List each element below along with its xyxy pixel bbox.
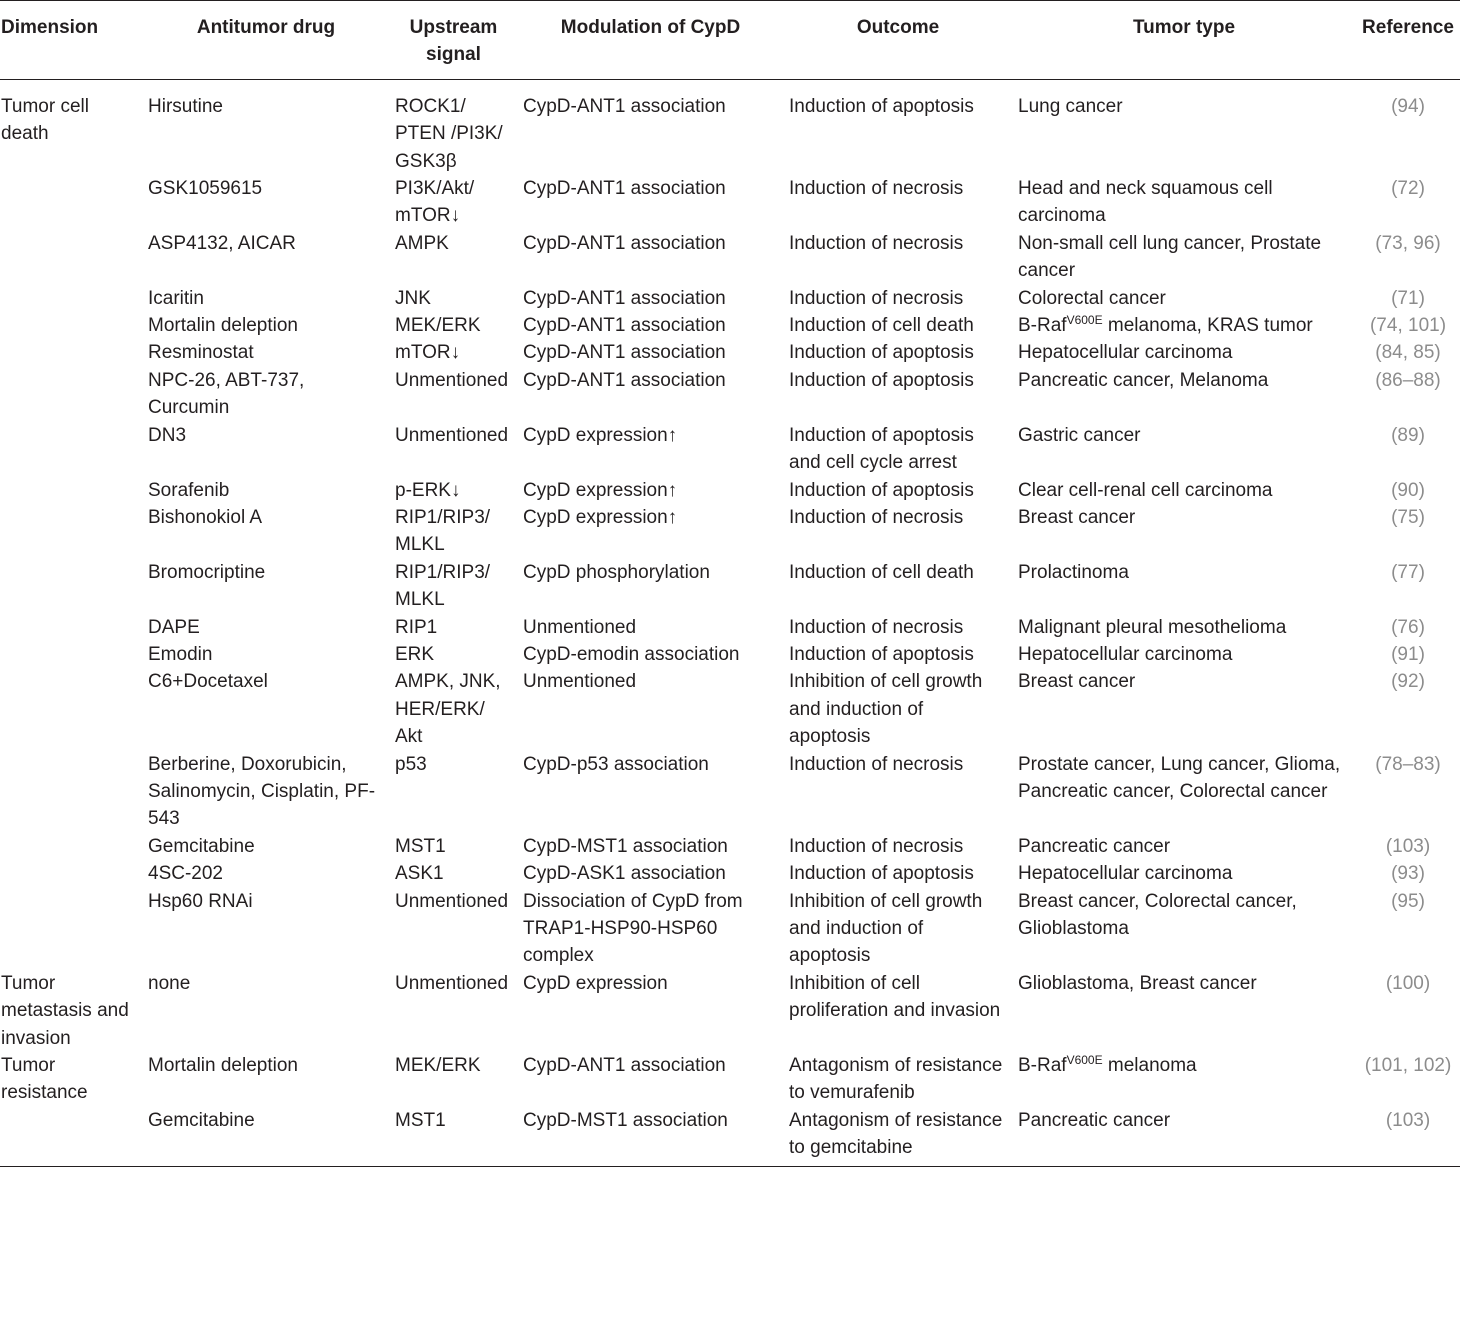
signal-cell: RIP1/RIP3/ MLKL	[395, 561, 491, 611]
reference-punctuation: (	[1391, 616, 1398, 638]
dimension-cell	[0, 477, 143, 504]
dimension-cell	[0, 888, 143, 970]
modulation-cell: Dissociation of CypD from TRAP1-HSP90-HSP60 complex	[523, 890, 743, 967]
tumor-type-cell	[1013, 339, 1356, 366]
drug-cell: NPC-26, ABT-737, Curcumin	[148, 369, 305, 419]
dimension-cell	[0, 559, 143, 614]
reference-link[interactable]: 75	[1397, 506, 1419, 528]
drug-cell: none	[148, 972, 191, 994]
drug-cell: Mortalin deleption	[148, 315, 298, 337]
tumor-type-cell	[1013, 422, 1356, 477]
tumor-type-text: B-Raf	[1018, 315, 1067, 337]
signal-cell: ERK	[395, 643, 435, 665]
drug-cell: Icaritin	[148, 287, 204, 309]
tumor-type-cell	[1013, 175, 1356, 230]
modulation-cell: CypD expression	[523, 972, 668, 994]
tumor-type-text: Hepatocellular carcinoma	[1018, 643, 1233, 665]
modulation-cell: CypD-ANT1 association	[523, 369, 726, 391]
outcome-cell: Inhibition of cell growth and induction of apoptosis	[789, 890, 983, 967]
tumor-type-text: Hepatocellular carcinoma	[1018, 863, 1233, 885]
reference-punctuation: )	[1418, 863, 1425, 885]
reference-punctuation: (	[1391, 479, 1398, 501]
table-row	[0, 477, 1460, 504]
tumor-type-cell	[1013, 1052, 1356, 1107]
reference-link[interactable]: 90	[1397, 479, 1419, 501]
signal-cell: Unmentioned	[395, 890, 509, 912]
outcome-cell: Induction of necrosis	[789, 616, 964, 638]
tumor-type-text: Prostate cancer, Lung cancer, Glioma, Pancreatic cancer, Colorectal cancer	[1018, 753, 1341, 802]
tumor-type-text: Colorectal cancer	[1018, 287, 1166, 309]
tumor-type-cell	[1013, 668, 1356, 750]
reference-punctuation: )	[1418, 561, 1425, 583]
reference-link[interactable]: 93	[1397, 863, 1419, 885]
outcome-cell: Induction of apoptosis	[789, 863, 974, 885]
tumor-type-text: Pancreatic cancer, Melanoma	[1018, 369, 1269, 391]
reference-link[interactable]: 78–83	[1381, 753, 1435, 775]
drug-cell: Hsp60 RNAi	[148, 890, 253, 912]
reference-punctuation: (	[1369, 315, 1377, 337]
table-row	[0, 888, 1460, 970]
modulation-cell: CypD-MST1 association	[523, 835, 728, 857]
tumor-type-text: Glioblastoma, Breast cancer	[1018, 972, 1257, 994]
reference-link[interactable]: 102	[1413, 1055, 1445, 1077]
tumor-type-cell	[1013, 641, 1356, 668]
table-body	[0, 79, 1460, 1166]
reference-link[interactable]: 100	[1392, 972, 1424, 994]
reference-punctuation: ,	[1402, 342, 1414, 364]
reference-link[interactable]: 73	[1381, 232, 1403, 254]
reference-punctuation: (	[1391, 643, 1398, 665]
signal-cell: MEK/ERK	[395, 315, 481, 337]
table-row	[0, 641, 1460, 668]
reference-cell	[1356, 614, 1460, 641]
tumor-type-text-suffix: melanoma, KRAS tumor	[1102, 315, 1313, 337]
tumor-type-cell	[1013, 79, 1356, 175]
reference-link[interactable]: 96	[1413, 232, 1435, 254]
signal-cell: Unmentioned	[395, 972, 509, 994]
modulation-cell: CypD-ANT1 association	[523, 315, 726, 337]
modulation-cell: CypD expression↑	[523, 479, 678, 501]
signal-cell: mTOR↓	[395, 342, 461, 364]
reference-cell	[1356, 751, 1460, 833]
modulation-cell: CypD-ANT1 association	[523, 342, 726, 364]
table-row	[0, 1107, 1460, 1166]
modulation-cell: CypD expression↑	[523, 424, 678, 446]
reference-punctuation: )	[1423, 835, 1431, 857]
dimension-cell	[0, 614, 143, 641]
outcome-cell: Inhibition of cell proliferation and invasion	[789, 972, 1001, 1022]
tumor-type-cell	[1013, 285, 1356, 312]
tumor-type-cell	[1013, 230, 1356, 285]
table-row	[0, 339, 1460, 366]
tumor-type-text-suffix: melanoma	[1102, 1055, 1197, 1077]
tumor-type-cell	[1013, 312, 1356, 339]
reference-link[interactable]: 84	[1381, 342, 1403, 364]
reference-link[interactable]: 77	[1397, 561, 1419, 583]
tumor-type-text: Lung cancer	[1018, 95, 1123, 117]
reference-link[interactable]: 85	[1413, 342, 1435, 364]
signal-cell: JNK	[395, 287, 431, 309]
tumor-type-text: Breast cancer, Colorectal cancer, Glioblastoma	[1018, 890, 1297, 939]
modulation-cell: CypD phosphorylation	[523, 561, 710, 583]
outcome-cell: Induction of apoptosis and cell cycle arrest	[789, 424, 974, 474]
modulation-cell: Unmentioned	[523, 671, 637, 693]
drug-cell: Berberine, Doxorubicin, Salinomycin, Cisplatin, PF-543	[148, 753, 376, 830]
modulation-cell: CypD-p53 association	[523, 753, 709, 775]
signal-cell: RIP1	[395, 616, 438, 638]
drug-cell: GSK1059615	[148, 178, 263, 200]
dimension-cell: Tumor cell death	[1, 95, 89, 145]
dimension-cell	[0, 668, 143, 750]
modulation-cell: CypD-MST1 association	[523, 1109, 728, 1131]
reference-cell	[1356, 970, 1460, 1052]
tumor-type-text: Non-small cell lung cancer, Prostate cancer	[1018, 232, 1322, 282]
reference-cell	[1356, 860, 1460, 887]
header-upstream-signal: Upstream signal	[409, 17, 498, 66]
tumor-type-cell	[1013, 751, 1356, 833]
reference-link[interactable]: 74	[1376, 315, 1398, 337]
modulation-cell: CypD-ASK1 association	[523, 863, 726, 885]
outcome-cell: Induction of cell death	[789, 561, 974, 583]
drug-cell: Resminostat	[148, 342, 254, 364]
signal-cell: ASK1	[395, 863, 444, 885]
tumor-type-cell	[1013, 614, 1356, 641]
reference-punctuation: (	[1391, 506, 1398, 528]
reference-punctuation: )	[1418, 287, 1425, 309]
table-row	[0, 970, 1460, 1052]
reference-punctuation: )	[1418, 890, 1425, 912]
outcome-cell: Induction of apoptosis	[789, 479, 974, 501]
table-row	[0, 175, 1460, 230]
tumor-type-text: Gastric cancer	[1018, 424, 1141, 446]
tumor-type-text: Breast cancer	[1018, 671, 1136, 693]
drug-cell: 4SC-202	[148, 863, 223, 885]
reference-punctuation: )	[1418, 479, 1425, 501]
reference-punctuation: )	[1439, 315, 1447, 337]
signal-cell: ROCK1/ PTEN /PI3K/ GSK3β	[395, 95, 503, 172]
reference-punctuation: (	[1391, 671, 1398, 693]
table-row	[0, 367, 1460, 422]
reference-cell	[1356, 559, 1460, 614]
reference-punctuation: ,	[1402, 1055, 1414, 1077]
dimension-cell	[0, 833, 143, 860]
reference-punctuation: )	[1418, 506, 1425, 528]
drug-cell: Bromocriptine	[148, 561, 266, 583]
reference-link[interactable]: 103	[1392, 1109, 1424, 1131]
reference-cell	[1356, 504, 1460, 559]
reference-cell	[1356, 1052, 1460, 1107]
reference-punctuation: (	[1385, 1109, 1393, 1131]
reference-punctuation: (	[1375, 342, 1382, 364]
reference-punctuation: (	[1385, 835, 1393, 857]
reference-link[interactable]: 71	[1397, 287, 1419, 309]
modulation-cell: CypD-ANT1 association	[523, 232, 726, 254]
reference-punctuation: (	[1385, 972, 1393, 994]
drug-cell: Gemcitabine	[148, 1109, 255, 1131]
tumor-type-cell	[1013, 367, 1356, 422]
reference-cell	[1356, 367, 1460, 422]
signal-cell: MST1	[395, 835, 446, 857]
reference-link[interactable]: 103	[1392, 835, 1424, 857]
tumor-type-cell	[1013, 970, 1356, 1052]
drug-cell: Mortalin deleption	[148, 1055, 298, 1077]
modulation-cell: CypD-emodin association	[523, 643, 740, 665]
dimension-cell	[0, 1107, 143, 1166]
drug-cell: DAPE	[148, 616, 200, 638]
outcome-cell: Induction of apoptosis	[789, 95, 974, 117]
reference-punctuation: ,	[1402, 232, 1414, 254]
outcome-cell: Antagonism of resistance to gemcitabine	[789, 1109, 1003, 1159]
reference-link[interactable]: 101	[1371, 1055, 1403, 1077]
table-row	[0, 833, 1460, 860]
drug-cell: Sorafenib	[148, 479, 230, 501]
tumor-type-cell	[1013, 504, 1356, 559]
header-modulation: Modulation of CypD	[560, 17, 741, 38]
reference-cell	[1356, 339, 1460, 366]
dimension-cell	[0, 367, 143, 422]
tumor-type-superscript: V600E	[1066, 1053, 1103, 1068]
header-reference: Reference	[1362, 17, 1454, 38]
reference-punctuation: )	[1434, 342, 1441, 364]
reference-cell	[1356, 477, 1460, 504]
modulation-cell: CypD-ANT1 association	[523, 287, 726, 309]
reference-punctuation: (	[1391, 424, 1398, 446]
tumor-type-text: Malignant pleural mesothelioma	[1018, 616, 1287, 638]
reference-cell	[1356, 888, 1460, 970]
tumor-type-text: Hepatocellular carcinoma	[1018, 342, 1233, 364]
reference-cell	[1356, 641, 1460, 668]
table-row	[0, 559, 1460, 614]
tumor-type-text: Prolactinoma	[1018, 561, 1129, 583]
reference-punctuation: )	[1444, 1055, 1452, 1077]
drug-cell: ASP4132, AICAR	[148, 232, 296, 254]
signal-cell: AMPK	[395, 232, 449, 254]
reference-link[interactable]: 92	[1397, 671, 1419, 693]
dimension-cell	[0, 230, 143, 285]
reference-punctuation: )	[1418, 671, 1425, 693]
reference-punctuation: (	[1391, 863, 1398, 885]
signal-cell: p-ERK↓	[395, 479, 461, 501]
reference-punctuation: ,	[1397, 315, 1408, 337]
outcome-cell: Induction of necrosis	[789, 178, 964, 200]
drug-cell: Gemcitabine	[148, 835, 255, 857]
table-row	[0, 668, 1460, 750]
reference-cell	[1356, 175, 1460, 230]
drug-cell: DN3	[148, 424, 187, 446]
signal-cell: p53	[395, 753, 427, 775]
reference-punctuation: )	[1434, 369, 1441, 391]
signal-cell: AMPK, JNK, HER/ERK/ Akt	[395, 671, 501, 748]
table-row	[0, 230, 1460, 285]
tumor-type-cell	[1013, 860, 1356, 887]
signal-cell: RIP1/RIP3/ MLKL	[395, 506, 491, 556]
table-row	[0, 860, 1460, 887]
reference-punctuation: )	[1423, 972, 1431, 994]
reference-cell	[1356, 285, 1460, 312]
tumor-type-cell	[1013, 477, 1356, 504]
reference-link[interactable]: 89	[1397, 424, 1419, 446]
dimension-cell	[0, 751, 143, 833]
reference-link[interactable]: 72	[1397, 178, 1419, 200]
tumor-type-cell	[1013, 833, 1356, 860]
reference-punctuation: )	[1423, 1109, 1431, 1131]
reference-link[interactable]: 91	[1397, 643, 1419, 665]
reference-punctuation: (	[1391, 890, 1398, 912]
dimension-cell	[0, 422, 143, 477]
reference-punctuation: (	[1375, 369, 1382, 391]
reference-cell	[1356, 422, 1460, 477]
header-row	[0, 1, 1460, 80]
table-header	[0, 1, 1460, 80]
table-row	[0, 285, 1460, 312]
reference-link[interactable]: 95	[1397, 890, 1419, 912]
modulation-cell: CypD-ANT1 association	[523, 95, 726, 117]
tumor-type-superscript: V600E	[1066, 313, 1103, 328]
dimension-cell	[0, 312, 143, 339]
outcome-cell: Antagonism of resistance to vemurafenib	[789, 1055, 1003, 1104]
reference-cell	[1356, 230, 1460, 285]
reference-cell	[1356, 1107, 1460, 1166]
reference-punctuation: )	[1418, 616, 1425, 638]
table-row	[0, 614, 1460, 641]
modulation-cell: Unmentioned	[523, 616, 637, 638]
outcome-cell: Induction of apoptosis	[789, 342, 974, 364]
reference-cell	[1356, 312, 1460, 339]
header-tumor-type: Tumor type	[1132, 17, 1236, 38]
reference-punctuation: )	[1418, 95, 1425, 117]
dimension-cell	[0, 641, 143, 668]
reference-link[interactable]: 76	[1397, 616, 1419, 638]
tumor-type-text: Breast cancer	[1018, 506, 1136, 528]
dimension-cell	[0, 860, 143, 887]
drug-cell: C6+Docetaxel	[148, 671, 268, 693]
tumor-type-text: B-Raf	[1018, 1055, 1067, 1077]
reference-punctuation: (	[1391, 178, 1398, 200]
reference-cell	[1356, 833, 1460, 860]
table-row	[0, 1052, 1460, 1107]
reference-punctuation: (	[1391, 287, 1398, 309]
reference-punctuation: )	[1418, 424, 1425, 446]
header-antitumor-drug: Antitumor drug	[196, 17, 336, 38]
dimension-cell	[0, 339, 143, 366]
outcome-cell: Induction of necrosis	[789, 287, 964, 309]
tumor-type-text: Clear cell-renal cell carcinoma	[1018, 479, 1273, 501]
tumor-type-cell	[1013, 559, 1356, 614]
outcome-cell: Induction of apoptosis	[789, 369, 974, 391]
tumor-type-text: Head and neck squamous cell carcinoma	[1018, 178, 1273, 227]
table-row	[0, 79, 1460, 175]
outcome-cell: Induction of necrosis	[789, 232, 964, 254]
reference-punctuation: )	[1418, 178, 1425, 200]
header-outcome: Outcome	[856, 17, 940, 38]
header-dimension: Dimension	[1, 17, 99, 38]
dimension-cell	[0, 175, 143, 230]
reference-punctuation: )	[1418, 643, 1425, 665]
reference-cell	[1356, 79, 1460, 175]
modulation-cell: CypD expression↑	[523, 506, 678, 528]
tumor-type-cell	[1013, 1107, 1356, 1166]
tumor-type-text: Pancreatic cancer	[1018, 1109, 1171, 1131]
reference-punctuation: (	[1391, 95, 1398, 117]
reference-punctuation: (	[1375, 232, 1382, 254]
outcome-cell: Induction of necrosis	[789, 753, 964, 775]
drug-cell: Emodin	[148, 643, 213, 665]
tumor-type-cell	[1013, 888, 1356, 970]
reference-punctuation: )	[1434, 232, 1441, 254]
reference-punctuation: )	[1434, 753, 1441, 775]
table-row	[0, 422, 1460, 477]
modulation-cell: CypD-ANT1 association	[523, 1055, 726, 1077]
reference-link[interactable]: 86–88	[1381, 369, 1435, 391]
reference-cell	[1356, 668, 1460, 750]
outcome-cell: Induction of necrosis	[789, 835, 964, 857]
dimension-cell	[0, 285, 143, 312]
signal-cell: Unmentioned	[395, 369, 509, 391]
dimension-cell	[0, 504, 143, 559]
table-row	[0, 751, 1460, 833]
dimension-cell: Tumor metastasis and invasion	[1, 972, 129, 1049]
reference-punctuation: (	[1391, 561, 1398, 583]
outcome-cell: Induction of apoptosis	[789, 643, 974, 665]
outcome-cell: Induction of necrosis	[789, 506, 964, 528]
drug-cell: Hirsutine	[148, 95, 223, 117]
outcome-cell: Induction of cell death	[789, 315, 974, 337]
reference-punctuation: (	[1375, 753, 1382, 775]
signal-cell: MST1	[395, 1109, 446, 1131]
outcome-cell: Inhibition of cell growth and induction of apoptosis	[789, 671, 983, 748]
table-row	[0, 504, 1460, 559]
reference-link[interactable]: 101	[1408, 315, 1440, 337]
signal-cell: PI3K/Akt/ mTOR↓	[395, 178, 475, 227]
drug-cell: Bishonokiol A	[148, 506, 263, 528]
modulation-cell: CypD-ANT1 association	[523, 178, 726, 200]
reference-link[interactable]: 94	[1397, 95, 1419, 117]
tumor-type-text: Pancreatic cancer	[1018, 835, 1171, 857]
dimension-cell: Tumor resistance	[1, 1055, 88, 1104]
table-row	[0, 312, 1460, 339]
signal-cell: Unmentioned	[395, 424, 509, 446]
reference-punctuation: (	[1364, 1055, 1372, 1077]
signal-cell: MEK/ERK	[395, 1055, 481, 1077]
